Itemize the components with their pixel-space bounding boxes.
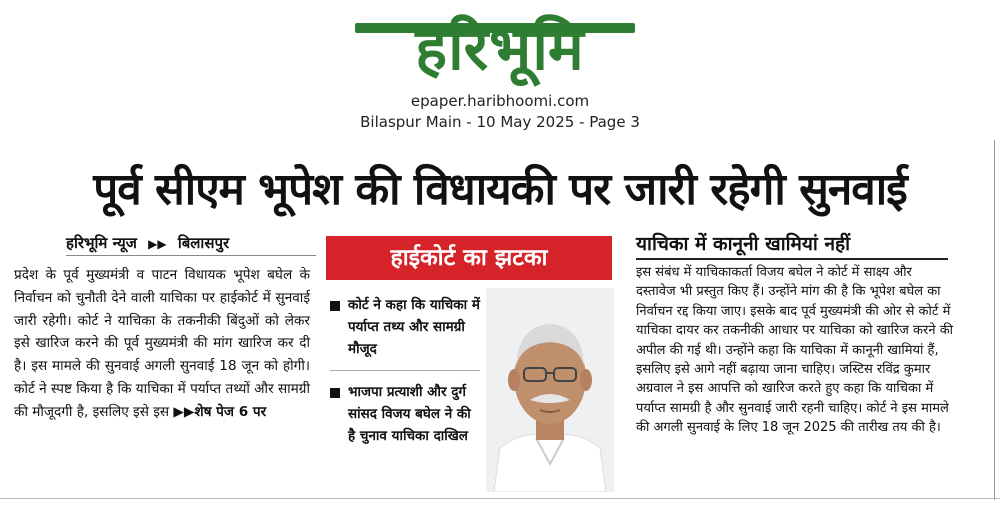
highlight-point-text: भाजपा प्रत्याशी और दुर्ग सांसद विजय बघेल ने की है चुनाव याचिका दाखिल [348, 384, 471, 444]
right-article-body: इस संबंध में याचिकाकर्ता विजय बघेल ने कोर्ट में साक्ष्य और दस्तावेज भी प्रस्तुत किए हैं। उन्होंने मांग की है कि भूपेश बघेल का निर्वाचन रद्द किया जाए। इसके बाद पूर्व मुख्यमंत्री की ओर से कोर्ट में याचिका दायर कर तकनीकी आधार पर याचिका को खारिज करने की अपील की गई थी। उन्होंने कहा कि याचिका में कानूनी खामियां हैं, इसलिए इसे आगे नहीं बढ़ाया जाना चाहिए। जस्टिस रविंद्र कुमार अग्रवाल ने इस आपत्ति को खारिज करते हुए कहा कि याचिका में पर्याप्त सामग्री है और सुनवाई जारी रहनी चाहिए। कोर्ट ने इस मामले की अगली सुनवाई के लिए 18 जून 2025 की तारीख तय की है। [636, 265, 954, 436]
logo-text: हरिभूमि [415, 14, 585, 84]
highlight-point [330, 294, 480, 371]
page-headline: पूर्व सीएम भूपेश की विधायकी पर जारी रहेगी सुनवाई [93, 164, 907, 215]
site-url[interactable]: epaper.haribhoomi.com [410, 92, 590, 110]
byline-arrow-icon: ▶▶ [148, 237, 167, 251]
bullet-square-icon [330, 388, 340, 398]
bullet-square-icon [330, 301, 340, 311]
right-subheading: याचिका में कानूनी खामियां नहीं [636, 230, 948, 260]
logo [330, 6, 670, 84]
continued-link[interactable]: ▶▶शेष पेज 6 पर [173, 403, 267, 420]
bottom-rule [0, 498, 1000, 499]
edition-info: Bilaspur Main - 10 May 2025 - Page 3 [360, 113, 640, 131]
byline-place: बिलासपुर [177, 234, 230, 252]
byline [66, 233, 316, 256]
byline-agency: हरिभूमि न्यूज [66, 234, 137, 252]
left-article-body [14, 264, 310, 424]
portrait-photo [486, 288, 614, 492]
highlight-points [330, 294, 480, 457]
masthead [0, 0, 1000, 140]
column-divider [994, 140, 995, 500]
portrait-illustration [486, 288, 614, 492]
highlight-point-text: कोर्ट ने कहा कि याचिका में पर्याप्त तथ्य और सामग्री मौजूद [348, 297, 480, 357]
kicker-banner: हाईकोर्ट का झटका [326, 236, 612, 280]
highlight-point [330, 381, 480, 447]
left-article-text: प्रदेश के पूर्व मुख्यमंत्री व पाटन विधायक भूपेश बघेल के निर्वाचन को चुनौती देने वाली याचिका पर हाईकोर्ट में सुनवाई जारी रहेगी। कोर्ट ने याचिका के तकनीकी बिंदुओं को लेकर इसे खारिज करने की पूर्व मुख्यमंत्री की मांग खारिज कर दी है। इस मामले की सुनवाई अगली सुनवाई 18 जून को होगी। कोर्ट ने स्पष्ट किया है कि याचिका में पर्याप्त तथ्यों और सामग्री की मौजूदगी है, इसलिए इसे इस [14, 267, 310, 420]
